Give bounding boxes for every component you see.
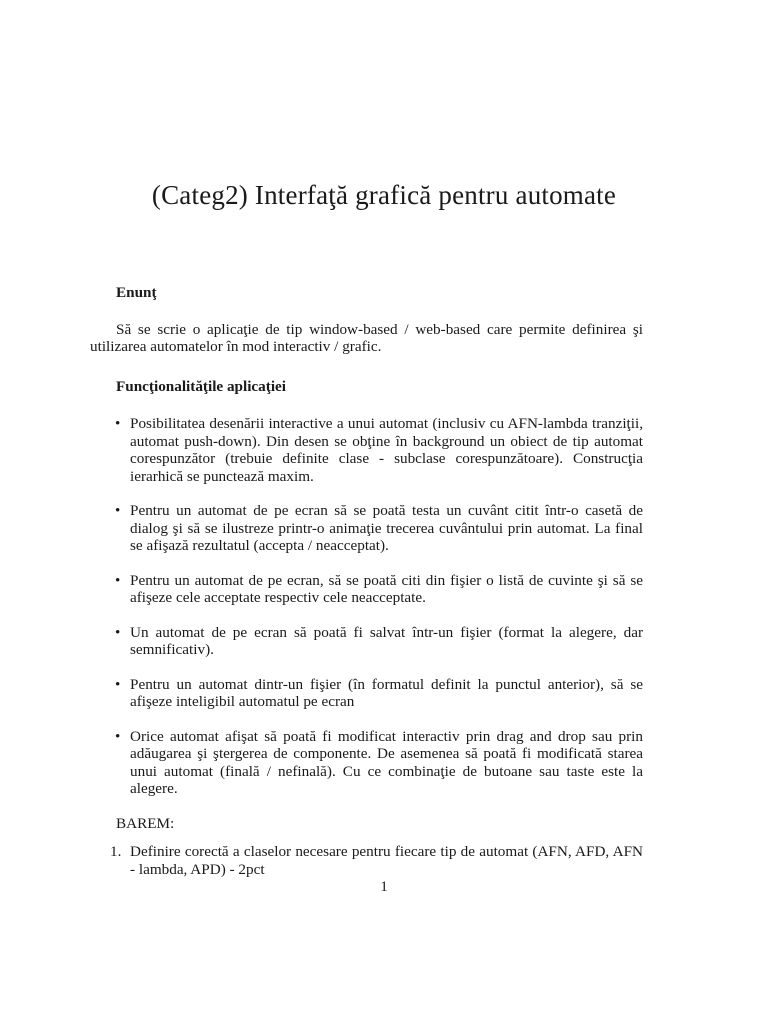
functionalitati-list bbox=[90, 415, 643, 798]
list-item bbox=[90, 843, 643, 878]
list-item bbox=[90, 728, 643, 798]
section-heading-enunt: Enunţ bbox=[116, 284, 157, 301]
list-item bbox=[90, 624, 643, 659]
list-item-number: 1. bbox=[110, 843, 122, 860]
bullet-icon: • bbox=[115, 415, 121, 432]
enunt-paragraph: Să se scrie o aplicaţie de tip window-based / web-based care permite definirea şi utilizarea automatelor în mod interactiv / grafic. bbox=[90, 320, 643, 355]
document-body bbox=[90, 284, 643, 878]
list-item bbox=[90, 676, 643, 711]
list-item-text: Definire corectă a claselor necesare pentru fiecare tip de automat (AFN, AFD, AFN - lambda, APD) - 2pct bbox=[130, 843, 643, 878]
list-item-text: Pentru un automat de pe ecran, să se poată citi din fişier o listă de cuvinte şi să se afişeze cele acceptate respectiv cele neacceptate. bbox=[130, 571, 643, 606]
page-number: 1 bbox=[380, 878, 388, 895]
list-item-text: Posibilitatea desenării interactive a unui automat (inclusiv cu AFN-lambda tranziţii, automat push-down). Din desen se obţine în background un obiect de tip automat corespunzător (trebuie definite clase - subclase corespunzătoare). Construcţia ierarhică se punctează maxim. bbox=[130, 415, 643, 485]
barem-list bbox=[90, 843, 643, 878]
list-item bbox=[90, 415, 643, 485]
bullet-icon: • bbox=[115, 623, 121, 641]
bullet-icon: • bbox=[115, 727, 121, 745]
list-item bbox=[90, 572, 643, 607]
bullet-icon: • bbox=[115, 571, 121, 589]
bullet-icon: • bbox=[115, 675, 121, 693]
section-heading-functionalitati: Funcţionalităţile aplicaţiei bbox=[116, 377, 286, 395]
list-item bbox=[90, 502, 643, 555]
document-title: (Categ2) Interfaţă grafică pentru automate bbox=[151, 180, 617, 210]
list-item-text: Orice automat afişat să poată fi modificat interactiv prin drag and drop sau prin adăugarea şi ştergerea de componente. De asemenea să poată fi modificată starea unui automat (finală / nefinală). Cu ce combinaţie de butoane sau taste este la alegere. bbox=[130, 727, 643, 797]
list-item-text: Pentru un automat de pe ecran să se poată testa un cuvânt citit într-o casetă de dialog şi să se ilustreze printr-o animaţie trecerea cuvântului prin automat. La final se afişază rezultatul (accepta / neacceptat). bbox=[130, 502, 643, 554]
list-item-text: Un automat de pe ecran să poată fi salvat într-un fişier (format la alegere, dar semnificativ). bbox=[130, 623, 643, 658]
list-item-text: Pentru un automat dintr-un fişier (în formatul definit la punctul anterior), să se afişeze inteligibil automatul pe ecran bbox=[130, 675, 643, 710]
bullet-icon: • bbox=[115, 502, 121, 519]
barem-label: BAREM: bbox=[116, 814, 175, 832]
